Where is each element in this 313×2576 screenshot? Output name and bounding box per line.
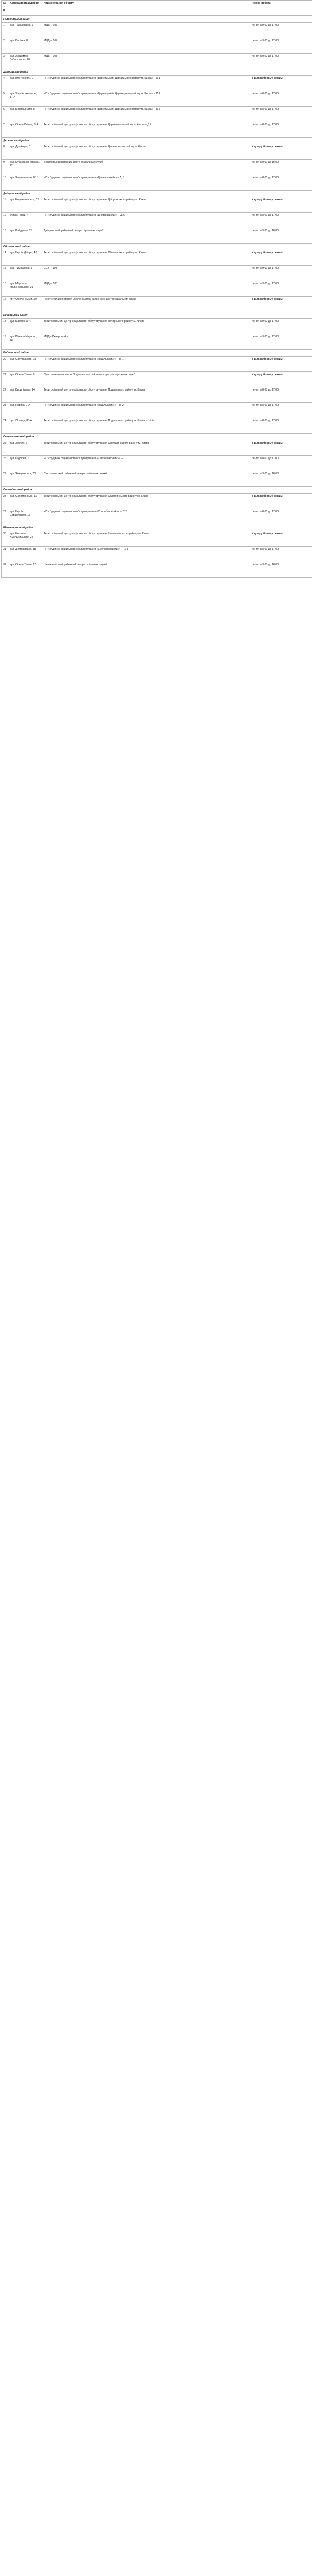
row-facility-name: Територіальний центр соціального обслуговування Солом'янського району м. Києва (42, 494, 250, 509)
row-address: вул. Дегтярівська, 15 (8, 547, 42, 562)
row-facility-name: Територіальний центр соціального обслуговування Святошинського району м. Києва (42, 440, 250, 456)
row-address: вул. Березняківська, 12 (8, 197, 42, 213)
row-number: 5 (2, 91, 8, 107)
row-address: вул. Олени Теліги, 9 (8, 372, 42, 387)
district-header-row (2, 138, 312, 144)
row-address: вул. Жмеринська, 20 (8, 471, 42, 487)
row-facility-name: Територіальний центр соціального обслуговування Подільського району м. Києва (42, 387, 250, 403)
row-number: 15 (2, 266, 8, 281)
district-title: Голосіївський район (2, 16, 312, 23)
district-header-row (2, 191, 312, 197)
row-work-mode: пн.-пт. з 8:00 до 17:00 (250, 213, 312, 228)
row-work-mode: пн.-пт. з 9:00 до 17:00 (250, 319, 312, 334)
table-row (2, 228, 312, 244)
row-address: вул. Героїв Севастополя, 13 (8, 509, 42, 524)
district-title: Святошинський район (2, 434, 312, 440)
row-number: 30 (2, 531, 8, 547)
row-address: вул. Маршала Малиновського, 21 (8, 281, 42, 297)
document-page (0, 0, 313, 578)
district-header-row (2, 16, 312, 23)
row-number: 32 (2, 562, 8, 578)
row-facility-name: Територіальний центр соціального обслуговування Шевченківського району м. Києва (42, 531, 250, 547)
header-name: Найменування об'єкту (42, 1, 250, 16)
row-number: 18 (2, 319, 8, 334)
table-row (2, 23, 312, 38)
table-row (2, 175, 312, 191)
row-facility-name: НП «Будинок соціального обслуговування «Святошинський»» – С 1 (42, 456, 250, 471)
row-number: 14 (2, 250, 8, 266)
district-title: Дарницький район (2, 69, 312, 76)
row-facility-name: НП «Будинок соціального обслуговування «Деснянський»» – Д 5 (42, 175, 250, 191)
row-facility-name: НП «Будинок соціального обслуговування «Дніпровський»» – Д 6 (42, 213, 250, 228)
row-facility-name: Територіальний центр соціального обслуговування Дарницького району м. Києва – Д 4 (42, 122, 250, 138)
row-number: 10 (2, 175, 8, 191)
row-work-mode: пн.-пт. з 9:00 до 17:00 (250, 334, 312, 350)
row-work-mode: пн.-пт. з 9:00 до 17:00 (250, 23, 312, 38)
row-number: 28 (2, 494, 8, 509)
row-number: 29 (2, 509, 8, 524)
row-work-mode: пн.-пт. з 9:00 до 17:00 (250, 266, 312, 281)
table-row (2, 76, 312, 91)
table-row (2, 160, 312, 175)
row-address: вул. Кубанської України, 12 (8, 160, 42, 175)
row-address: пр-т Правди, 80-А (8, 418, 42, 434)
table-row (2, 440, 312, 456)
facilities-table (1, 0, 312, 578)
row-number: 8 (2, 144, 8, 160)
table-row (2, 197, 312, 213)
table-row (2, 334, 312, 350)
table-row (2, 418, 312, 434)
row-work-mode: пн.-пт. з 9:00 до 18:00 (250, 228, 312, 244)
row-facility-name: НП «Будинок соціального обслуговування «Шевченківський»» – Ш 1 (42, 547, 250, 562)
table-row (2, 531, 312, 547)
district-header-row (2, 434, 312, 440)
row-work-mode: пн.-пт. з 9:00 до 17:00 (250, 281, 312, 297)
row-facility-name: Дніпровський районний центр соціальних служб (42, 228, 250, 244)
row-number: 26 (2, 456, 8, 471)
row-number: 16 (2, 281, 8, 297)
row-address: вул. Кирилівська, 14 (8, 387, 42, 403)
table-row (2, 281, 312, 297)
row-work-mode: пн.-пт. з 8:00 до 17:00 (250, 418, 312, 434)
header-mode: Режим роботи (250, 1, 312, 16)
row-number: 6 (2, 107, 8, 122)
row-facility-name: МЦД – 105 (42, 54, 250, 69)
row-number: 9 (2, 160, 8, 175)
row-work-mode: пн.-пт. з 8:00 до 17:00 (250, 122, 312, 138)
district-header-row (2, 312, 312, 319)
row-facility-name: Територіальний центр соціального обслуговування Деснянського району м. Києва (42, 144, 250, 160)
row-number: 23 (2, 403, 8, 418)
table-row (2, 357, 312, 372)
table-row (2, 562, 312, 578)
table-row (2, 403, 312, 418)
table-row (2, 456, 312, 471)
table-row (2, 213, 312, 228)
row-work-mode: пн.-пт. з 8:00 до 17:00 (250, 91, 312, 107)
row-address: вул. Бастіонна, 4 (8, 319, 42, 334)
row-number: 24 (2, 418, 8, 434)
row-facility-name: СЦБ – 109 (42, 266, 250, 281)
row-address: вул. Харківське шосе, 17-А (8, 91, 42, 107)
row-work-mode: пн.-пт. з 8:00 до 17:00 (250, 509, 312, 524)
row-work-mode: У цілодобовому режимі (250, 357, 312, 372)
row-address: вул. Олени Пчілки, 3-А (8, 122, 42, 138)
district-header-row (2, 487, 312, 494)
row-number: 19 (2, 334, 8, 350)
row-address: пр-т Оболонський, 30 (8, 297, 42, 312)
row-facility-name: НП «Будинок соціального обслуговування «Солом'янський»» – С 2 (42, 509, 250, 524)
row-work-mode: пн.-пт. з 8:00 до 17:00 (250, 175, 312, 191)
row-address: вул. Панаса Мирного, 26 (8, 334, 42, 350)
table-row (2, 319, 312, 334)
row-work-mode: пн.-пт. з 9:00 до 17:00 (250, 38, 312, 54)
row-work-mode: пн.-пт. з 8:00 до 17:00 (250, 387, 312, 403)
row-facility-name: НП «Будинок соціального обслуговування «Дарницький» Дарницького району м. Києва» – Д 3 (42, 107, 250, 122)
row-number: 12 (2, 213, 8, 228)
row-work-mode: пн.-пт. з 9:00 до 18:00 (250, 471, 312, 487)
district-header-row (2, 69, 312, 76)
row-address: вул. Іллі Кочерги, 9 (8, 76, 42, 91)
row-number: 21 (2, 372, 8, 387)
table-row (2, 372, 312, 387)
row-facility-name: Територіальний центр соціального обслуговування Дніпровського району м. Києва (42, 197, 250, 213)
district-header-row (2, 350, 312, 357)
row-number: 25 (2, 440, 8, 456)
row-work-mode: У цілодобовому режимі (250, 76, 312, 91)
row-address: вул. Закревського, 81/1 (8, 175, 42, 191)
row-number: 7 (2, 122, 8, 138)
row-address: вул. Драйзера, 6 (8, 144, 42, 160)
row-address: вул. Райдужна, 25 (8, 228, 42, 244)
row-work-mode: У цілодобовому режимі (250, 494, 312, 509)
row-work-mode: У цілодобовому режимі (250, 144, 312, 160)
row-number: 31 (2, 547, 8, 562)
row-address: вул. Богдана Хмельницького, 24 (8, 531, 42, 547)
district-header-row (2, 524, 312, 531)
table-body (2, 16, 312, 578)
table-row (2, 38, 312, 54)
row-work-mode: У цілодобовому режимі (250, 531, 312, 547)
row-facility-name: Шевченківський районний центр соціальних служб (42, 562, 250, 578)
table-row (2, 144, 312, 160)
row-facility-name: Святошинський районний центр соціальних служб (42, 471, 250, 487)
table-row (2, 387, 312, 403)
table-header-row (2, 1, 312, 16)
row-address: вул. Академіка Заболотного, 20 (8, 54, 42, 69)
district-title: Оболонський район (2, 244, 312, 250)
table-row (2, 509, 312, 524)
row-facility-name: МЦД – 108 (42, 281, 250, 297)
row-work-mode: пн.-пт. з 9:00 до 18:00 (250, 562, 312, 578)
row-facility-name: МЦД «Печерський» (42, 334, 250, 350)
row-facility-name: Територіальний центр соціального обслуговування Оболонського району м. Києва (42, 250, 250, 266)
row-address: вул. Касіяна, 8 (8, 38, 42, 54)
row-address: вул. Порика, 7-А (8, 403, 42, 418)
table-row (2, 107, 312, 122)
row-number: 1 (2, 23, 8, 38)
row-work-mode: У цілодобовому режимі (250, 372, 312, 387)
header-no: № з/п (2, 1, 8, 16)
district-title: Подільський район (2, 350, 312, 357)
row-address: вул. Тарасівська, 1 (8, 23, 42, 38)
table-row (2, 91, 312, 107)
row-number: 3 (2, 54, 8, 69)
row-facility-name: НП «Будинок соціального обслуговування «Дарницький» Дарницького району м. Києва» – Д 2 (42, 91, 250, 107)
row-work-mode: У цілодобовому режимі (250, 197, 312, 213)
row-facility-name: Пункт незламності при Подільському районному центрі соціальних служб (42, 372, 250, 387)
row-number: 2 (2, 38, 8, 54)
row-address: вул. Тимошенка, 1 (8, 266, 42, 281)
table-row (2, 297, 312, 312)
row-number: 13 (2, 228, 8, 244)
row-address: вул. Зодчих, 6 (8, 440, 42, 456)
row-facility-name: МЦД – 106 (42, 23, 250, 38)
row-facility-name: НП «Будинок соціального обслуговування «Подільський»» – П 2 (42, 403, 250, 418)
row-facility-name: Деснянський районний центр соціальних служб (42, 160, 250, 175)
district-title: Шевченківський район (2, 524, 312, 531)
table-row (2, 266, 312, 281)
row-address: вул. Світлицького, 28 (8, 357, 42, 372)
district-title: Солом'янський район (2, 487, 312, 494)
district-header-row (2, 244, 312, 250)
row-work-mode: У цілодобовому режимі (250, 440, 312, 456)
table-row (2, 494, 312, 509)
row-address: бульв. Праці, 4 (8, 213, 42, 228)
row-facility-name: Територіальний центр соціального обслуговування Подільського району м. Києва – філія (42, 418, 250, 434)
district-title: Дніпровський район (2, 191, 312, 197)
table-row (2, 547, 312, 562)
row-work-mode: пн.-пт. з 8:00 до 17:00 (250, 456, 312, 471)
row-work-mode: пн.-пт. з 8:00 до 17:00 (250, 403, 312, 418)
table-row (2, 122, 312, 138)
row-facility-name: НП «Будинок соціального обслуговування «Дарницький» Дарницького району м. Києва» – Д 1 (42, 76, 250, 91)
row-facility-name: Пункт незламності при Оболонському районному центрі соціальних служб (42, 297, 250, 312)
row-number: 27 (2, 471, 8, 487)
row-facility-name: МЦД – 107 (42, 38, 250, 54)
row-number: 11 (2, 197, 8, 213)
row-address: вул. Солом'янська, 17 (8, 494, 42, 509)
district-title: Деснянський район (2, 138, 312, 144)
table-row (2, 471, 312, 487)
row-address: вул. Бориса Гмирі, 8 (8, 107, 42, 122)
district-title: Печерський район (2, 312, 312, 319)
row-work-mode: пн.-пт. з 8:00 до 17:00 (250, 107, 312, 122)
row-work-mode: пн.-пт. з 9:00 до 18:00 (250, 160, 312, 175)
row-facility-name: Територіальний центр соціального обслуговування Печерського району м. Києва (42, 319, 250, 334)
row-work-mode: У цілодобовому режимі (250, 297, 312, 312)
row-address: вул. Підлісна, 1 (8, 456, 42, 471)
row-facility-name: НП «Будинок соціального обслуговування «Подільський»» – П 1 (42, 357, 250, 372)
row-number: 20 (2, 357, 8, 372)
row-work-mode: У цілодобовому режимі (250, 250, 312, 266)
header-address: Адреса розташування (8, 1, 42, 16)
row-number: 17 (2, 297, 8, 312)
row-address: вул. Олени Теліги, 25 (8, 562, 42, 578)
row-work-mode: пн.-пт. з 8:00 до 17:00 (250, 547, 312, 562)
row-address: вул. Героїв Дніпра, 42 (8, 250, 42, 266)
table-row (2, 54, 312, 69)
row-number: 22 (2, 387, 8, 403)
table-row (2, 250, 312, 266)
row-number: 4 (2, 76, 8, 91)
row-work-mode: пн.-пт. з 9:00 до 17:00 (250, 54, 312, 69)
